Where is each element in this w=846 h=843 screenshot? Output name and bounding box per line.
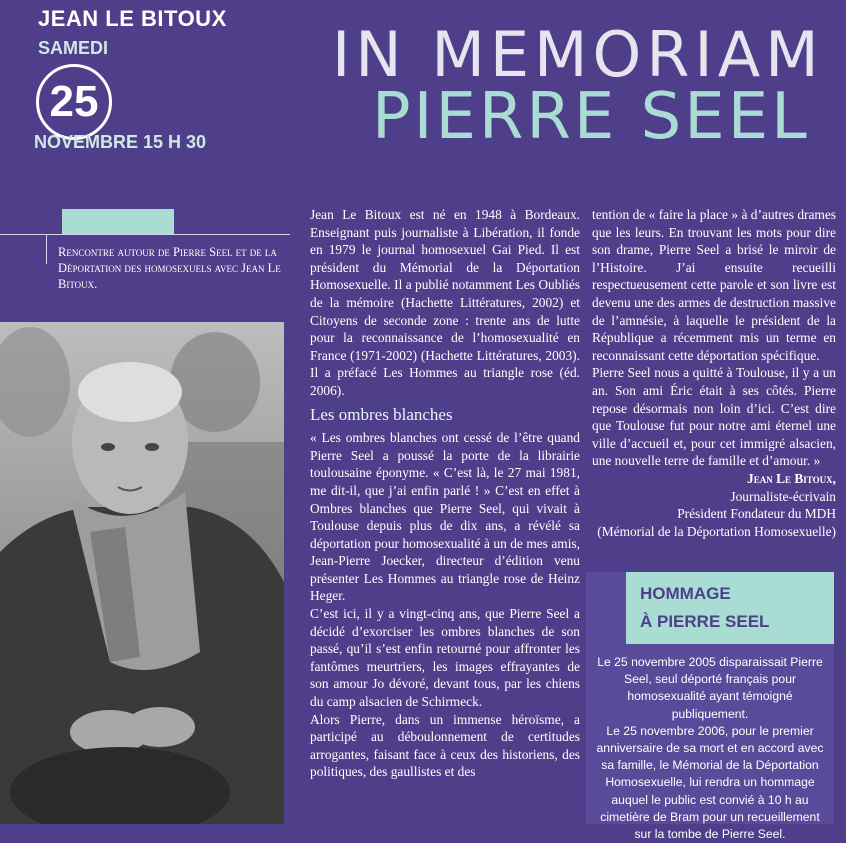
- hommage-paragraph: Le 25 novembre 2006, pour le premier anniversaire de sa mort et en accord avec sa famille, le Mémorial de la Déportation Homosexuelle, lui rendra un hommage auquel le public est convié à 10 h au cimetière de Bram pour un recueillement sur la tombe de Pierre Seel.: [596, 723, 824, 842]
- hommage-accent: [586, 572, 626, 644]
- event-speaker: JEAN LE BITOUX: [38, 6, 227, 31]
- article-paragraph: Pierre Seel nous a quitté à Toulouse, il y a un an. Son ami Éric était à ses côtés. Pierre repose désormais non loin d’ici. C’est dire que Toulouse fut pour notre ami éternel une ville d’accueil et, pour cet immigré alsacien, une nouvelle terre de famille et d’amour. »: [592, 365, 836, 469]
- event-day: SAMEDI: [38, 38, 109, 58]
- hommage-paragraph: Le 25 novembre 2005 disparaissait Pierre Seel, seul déporté français pour homosexualité ayant témoigné publiquement.: [597, 655, 823, 721]
- divider-line: [0, 234, 290, 235]
- page-subtitle: PIERRE SEEL: [372, 80, 810, 154]
- hommage-title-line2: À PIERRE SEEL: [640, 612, 770, 631]
- signature-name: Jean Le Bitoux,: [747, 470, 836, 486]
- hommage-title: [640, 580, 769, 636]
- portrait-photo: [0, 322, 284, 824]
- signature-org: Président Fondateur du MDH: [677, 506, 836, 522]
- article-paragraph: tention de « faire la place » à d’autres drames que les leurs. En trouvant les mots pour dire son drame, Pierre Seel a brisé le miroir de l’Histoire. J’ai ensuite recueilli respectueusement cette parole et son livre est devenu une des armes de destruction massive de l’amnésie, à laquelle le président de la République a récemment mis un terme en reconnaissant cette déportation spécifique.: [592, 207, 836, 363]
- hommage-text: [592, 654, 828, 843]
- article-column-1: [310, 206, 580, 781]
- signature-role: Journaliste-écrivain: [730, 488, 836, 504]
- article-paragraph: « Les ombres blanches ont cessé de l’être quand Pierre Seel a poussé la porte de la librairie toulousaine éponyme. « C’est là, le 27 mai 1981, me dit-il, que j’ai enfin parlé ! » C’est en effet à Ombres blanches que Pierre Seel, qui vivait à Toulouse depuis plus de dix ans, a révélé sa déportation pour homosexualité à un de mes amis, Jean-Pierre Joecker, directeur d’édition venu présenter Les Hommes au triangle rose de Heinz Heger.: [310, 430, 580, 604]
- accent-strip: [62, 209, 174, 235]
- section-heading: Les ombres blanches: [310, 404, 453, 424]
- page-title: IN MEMORIAM: [332, 18, 824, 91]
- signature-org-full: (Mémorial de la Déportation Homosexuelle): [597, 523, 836, 539]
- divider-vertical: [46, 234, 47, 264]
- article-column-2: [592, 206, 836, 540]
- hommage-title-line1: HOMMAGE: [640, 584, 731, 603]
- bio-paragraph: Jean Le Bitoux est né en 1948 à Bordeaux. Enseignant puis journaliste à Libération, il fonde en 1979 le journal homosexuel Gai Pied. Il est président du Mémorial de la Déportation Homosexuelle. Il a publié notamment Les Oubliés de la mémoire (Hachette Littératures, 2002) et Citoyens de seconde zone : trente ans de lutte pour la reconnaissance de l’homosexualité en France (1971-2002) (Hachette Littératures, 2003). Il a préfacé Les Hommes au triangle rose (éd. 2006).: [310, 207, 580, 398]
- article-paragraph: Alors Pierre, dans un immense héroïsme, a participé au déboulonnement de certitudes arrogantes, faisant face à ceux des historiens, des politiques, des gaullistes et des: [310, 711, 580, 780]
- portrait-illustration: [0, 322, 284, 824]
- intro-text: Rencontre autour de Pierre Seel et de la Déportation des homosexuels avec Jean Le Bitoux.: [58, 245, 281, 291]
- date-badge: 25: [36, 64, 112, 140]
- article-paragraph: C’est ici, il y a vingt-cinq ans, que Pierre Seel a décidé d’exorciser les ombres blanches de son passé, qu’il s’est enfin retourné pour affronter les fantômes meurtriers, les images effrayantes de son amour Jo dévoré, devant tous, par les chiens du camp alsacien de Schirmeck.: [310, 606, 580, 710]
- event-month-time: NOVEMBRE 15 H 30: [34, 132, 207, 152]
